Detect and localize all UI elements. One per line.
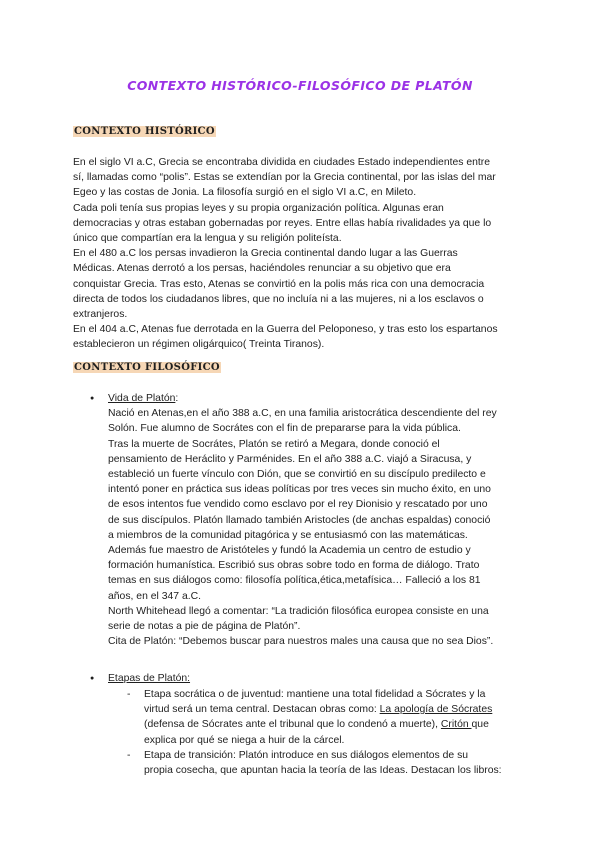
text-line: extranjeros. [73,309,128,321]
text-line: Egeo y las costas de Jonia. La filosofía surgió en el siglo VI a.C, en Mileto. [73,187,417,199]
section-heading-historico-text: CONTEXTO HISTÓRICO [74,126,215,137]
text-line: intentó poner en práctica sus ideas políticas por tres veces sin mucho éxito, en uno [108,484,491,496]
text-line: de esos intentos fue vendido como esclavo por el rey Dionisio y rescatado por uno [108,499,488,511]
text-line: Nació en Atenas,en el año 388 a.C, en una familia aristocrática descendiente del rey [108,408,497,420]
text-run: (defensa de Sócrates ante el tribunal que lo condenó a muerte), [144,719,441,731]
section-heading-filosofico-text: CONTEXTO FILOSÓFICO [74,362,220,373]
text-line: estableció un fuerte vínculo con Dión, que se convirtió en su discípulo predilecto e [108,469,486,481]
text-line: En el 480 a.C los persas invadieron la Grecia continental dando lugar a las Guerras [73,248,458,260]
text-line: Además fue maestro de Aristóteles y fundó la Academia un centro de estudio y [108,545,471,557]
text-line: Cita de Platón: “Debemos buscar para nuestros males una causa que no sea Dios”. [108,636,494,648]
historico-paragraph [73,155,533,353]
text-line: Solón. Fue alumno de Socrátes con el fin de prepararse para la vida pública. [108,423,461,435]
etapas-heading-block [108,671,528,686]
text-line: formación humanística. Escribió sus obras sobre todo en forma de diálogo. Trato [108,560,480,572]
text-line: de sus discípulos. Platón llamado también Aristocles (de anchas espaldas) conoció [108,514,491,526]
vida-block [108,391,528,649]
text-line: En el siglo VI a.C, Grecia se encontraba dividida en ciudades Estado independientes entre [73,157,491,168]
text-line: conquistar Grecia. Tras esto, Atenas se convirtió en la polis más rica con una democracia [73,278,485,290]
text-run: que [471,719,489,731]
etapa-transicion [144,748,544,778]
text-line: a miembros de la comunidad pitagórica y se entusiasmó con las matemáticas. [108,529,468,541]
text-line: sí, llamadas como “polis”. Estas se extendían por la Grecia continental, por las islas del mar [73,172,496,184]
section-heading-filosofico [73,362,221,373]
vida-colon: : [175,393,179,404]
text-line: serie de notas a pie de página de Platón”. [108,621,301,633]
text-line: propia cosecha, que apuntan hacia la teoría de las Ideas. Destacan los libros: [144,765,502,777]
etapa-socratica [144,687,544,748]
document-title: CONTEXTO HISTÓRICO-FILOSÓFICO DE PLATÓN [127,78,473,93]
text-run: virtud será un tema central. Destacan obras como: [144,704,380,716]
text-line: En el 404 a.C, Atenas fue derrotada en la Guerra del Peloponeso, y tras esto los espartanos [73,324,498,336]
text-line: explica por qué se niega a huir de la cárcel. [144,734,345,746]
text-line: Etapa de transición: Platón introduce en sus diálogos elementos de su [144,750,469,761]
vida-label: Vida de Platón [108,393,176,404]
text-line: establecieron un régimen oligárquico( Treinta Tiranos). [73,339,325,351]
text-line: años, en el 347 a.C. [108,590,202,602]
vida-heading [108,391,528,406]
text-line: temas en sus diálogos como: filosofía política,ética,metafísica… Falleció a los 81 [108,575,481,587]
text-line: North Whitehead llegó a comentar: “La tradición filosófica europea consiste en una [108,605,489,617]
text-line: Tras la muerte de Socrátes, Platón se retiró a Megara, donde conoció el [108,438,440,450]
dash-icon: - [127,750,131,761]
dash-icon: - [127,689,131,700]
text-line: Cada poli tenía sus propias leyes y su propia organización política. Algunas eran [73,202,444,214]
etapas-label: Etapas de Platón: [108,673,191,684]
text-line: Médicas. Atenas derrotó a los persas, haciéndoles renunciar a su objetivo que era [73,263,451,275]
text-line: Etapa socrática o de juventud: mantiene una total fidelidad a Sócrates y la [144,689,486,700]
text-line: pensamiento de Heráclito y Parménides. En el año 388 a.C. viajó a Siracusa, y [108,453,472,465]
text-line: democracias y otras estaban gobernadas por reyes. Entre ellas había rivalidades ya que lo [73,217,492,229]
work-title-criton: Critón [440,719,472,731]
bullet-icon: ● [90,395,95,402]
text-line [144,702,544,717]
work-title-apologia: La apología de Sócrates [379,704,493,716]
text-line [144,717,544,732]
text-line: único que compartían era la lengua y su religión politeísta. [73,233,342,245]
section-heading-historico [73,126,216,137]
bullet-icon: ● [90,675,95,682]
text-line: directa de todos los ciudadanos libres, que no incluía ni a las mujeres, ni a los esclavos o [73,293,484,305]
